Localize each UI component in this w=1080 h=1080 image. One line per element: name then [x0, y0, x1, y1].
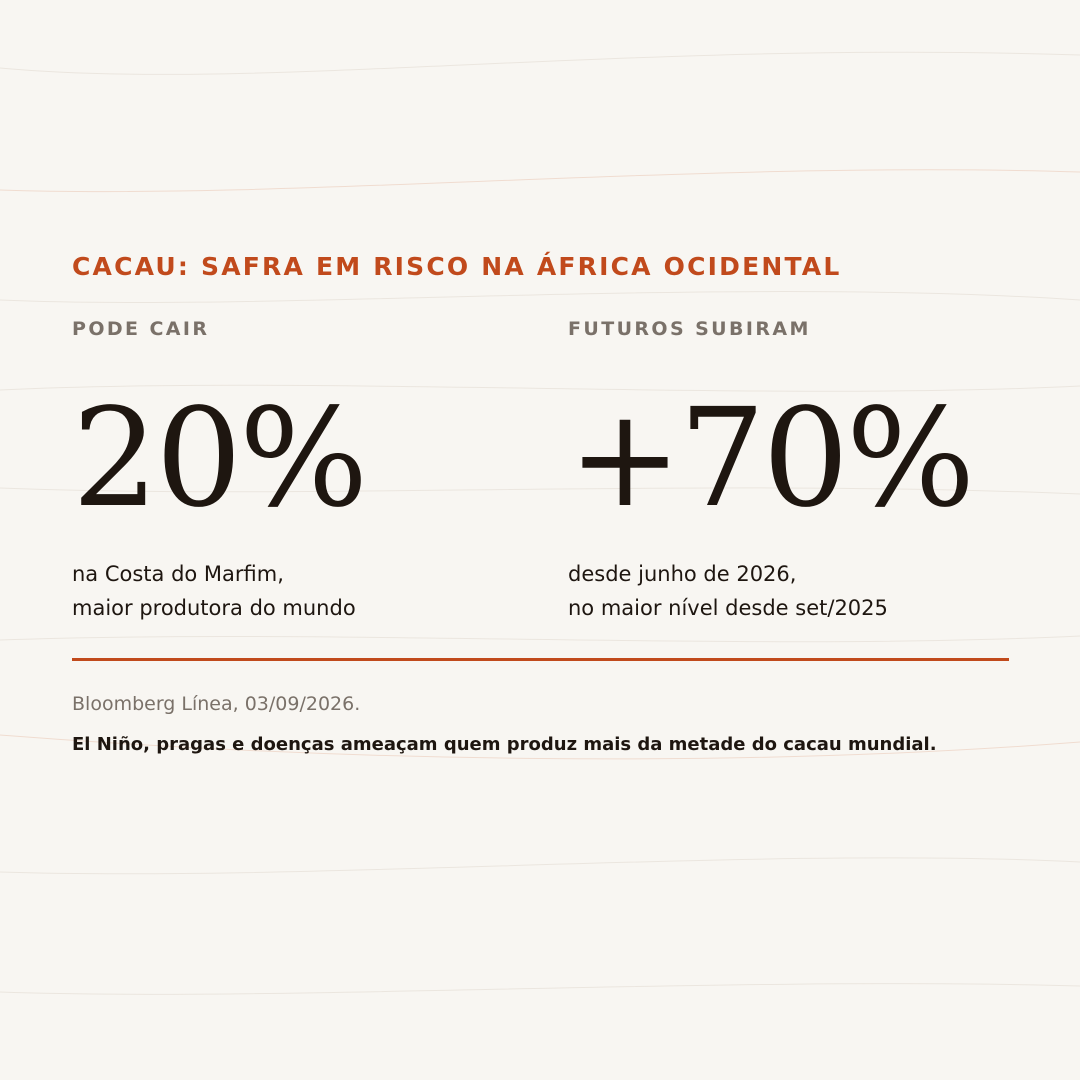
- divider: [72, 658, 1009, 661]
- stat-value: 20%: [72, 380, 366, 538]
- stat-caption: [568, 557, 888, 625]
- stat-caption-line: no maior nível desde set/2025: [568, 596, 888, 620]
- stat-caption-line: desde junho de 2026,: [568, 562, 797, 586]
- headline: CACAU: SAFRA EM RISCO NA ÁFRICA OCIDENTAL: [72, 252, 842, 281]
- stat-label: FUTUROS SUBIRAM: [568, 318, 811, 340]
- stat-caption-line: na Costa do Marfim,: [72, 562, 284, 586]
- stat-caption-line: maior produtora do mundo: [72, 596, 356, 620]
- stat-caption: [72, 557, 356, 625]
- source-citation: Bloomberg Línea, 03/09/2026.: [72, 693, 361, 715]
- subline: El Niño, pragas e doenças ameaçam quem produz mais da metade do cacau mundial.: [72, 734, 937, 755]
- stat-label: PODE CAIR: [72, 318, 210, 340]
- stat-value: +70%: [568, 380, 973, 538]
